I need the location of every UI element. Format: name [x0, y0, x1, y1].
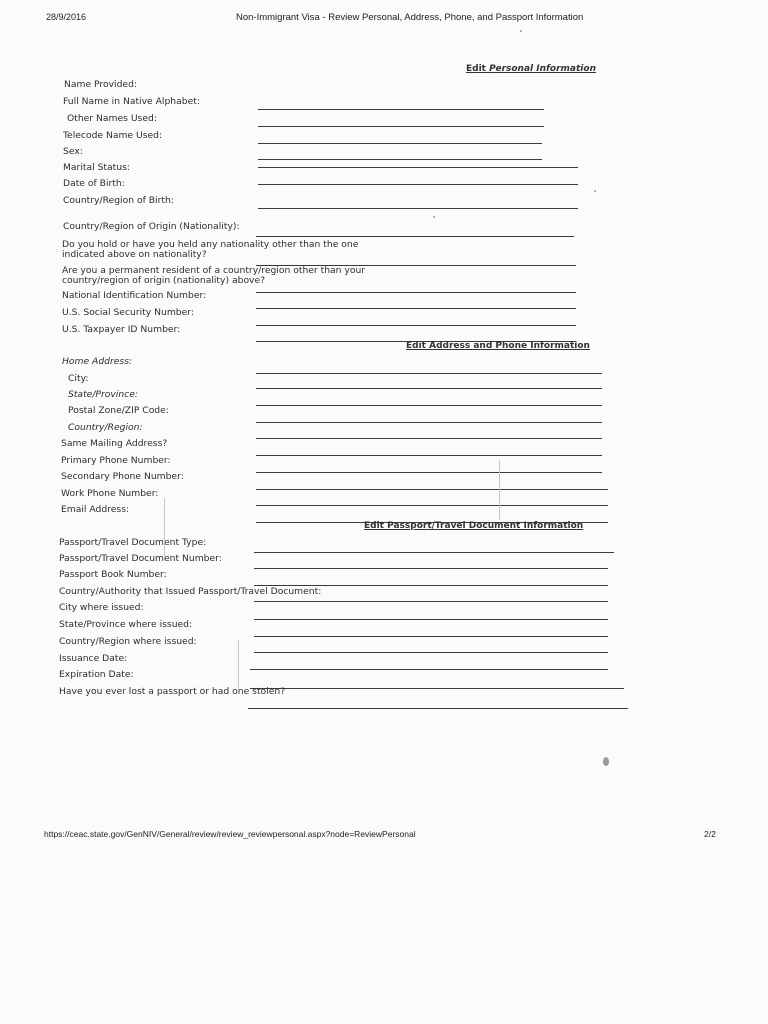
label-full-name-native: Full Name in Native Alphabet: — [63, 96, 200, 107]
footer-page-number: 2/2 — [704, 829, 716, 839]
line-primary-phone — [256, 472, 602, 473]
line-secondary-phone — [256, 489, 608, 490]
line-permanent-resident — [256, 292, 576, 293]
line-same-mailing — [256, 455, 602, 456]
line-national-id — [256, 308, 576, 309]
edit-address-phone-link[interactable]: Edit Address and Phone Information — [406, 341, 590, 351]
line-other-names — [258, 126, 544, 127]
label-doc-number: Passport/Travel Document Number: — [59, 553, 222, 564]
line-doc-type — [254, 552, 614, 553]
print-date: 28/9/2016 — [46, 12, 87, 22]
label-issuance-date: Issuance Date: — [59, 653, 128, 664]
line-marital-status — [258, 167, 578, 168]
edit-personal-prefix: Edit — [466, 64, 490, 74]
line-country-of-origin — [256, 236, 574, 237]
label-email: Email Address: — [61, 504, 130, 515]
line-work-phone — [256, 505, 608, 506]
scan-artifact-line — [238, 640, 239, 690]
label-primary-phone: Primary Phone Number: — [61, 455, 171, 466]
label-sex: Sex: — [63, 146, 83, 157]
label-issuing-authority: Country/Authority that Issued Passport/Travel Document: — [59, 586, 322, 597]
line-date-of-birth — [258, 184, 578, 185]
label-name-provided: Name Provided: — [64, 79, 138, 90]
label-country-of-birth: Country/Region of Birth: — [63, 195, 174, 206]
label-expiration-date: Expiration Date: — [59, 669, 134, 680]
scan-speck — [594, 190, 596, 192]
line-expiration-date — [250, 688, 624, 689]
label-other-names: Other Names Used: — [67, 113, 157, 124]
label-secondary-phone: Secondary Phone Number: — [61, 471, 184, 482]
scan-speck — [433, 216, 435, 218]
label-work-phone: Work Phone Number: — [61, 488, 159, 499]
line-full-name-native — [258, 109, 544, 110]
label-city: City: — [68, 373, 89, 384]
label-country-region: Country/Region: — [68, 422, 143, 433]
label-book-number: Passport Book Number: — [59, 569, 167, 580]
label-country-issued: Country/Region where issued: — [59, 636, 197, 647]
label-date-of-birth: Date of Birth: — [63, 178, 125, 189]
label-state-issued: State/Province where issued: — [59, 619, 193, 630]
label-country-of-origin: Country/Region of Origin (Nationality): — [63, 221, 240, 232]
line-doc-number — [254, 568, 608, 569]
line-telecode-name — [258, 143, 542, 144]
label-home-address: Home Address: — [62, 356, 133, 367]
label-city-issued: City where issued: — [59, 602, 144, 613]
line-city-issued — [254, 619, 608, 620]
label-marital-status: Marital Status: — [63, 162, 130, 173]
line-issuance-date — [250, 669, 608, 670]
line-country-region — [256, 438, 602, 439]
line-home-address — [256, 373, 602, 374]
label-national-id: National Identification Number: — [62, 290, 207, 301]
line-issuing-authority — [254, 601, 608, 602]
line-city — [256, 388, 602, 389]
line-state-issued — [254, 636, 608, 637]
edit-personal-information-link[interactable] — [466, 64, 596, 74]
scan-speck — [520, 30, 522, 32]
label-doc-type: Passport/Travel Document Type: — [59, 537, 207, 548]
edit-passport-document-link[interactable]: Edit Passport/Travel Document Information — [364, 521, 584, 531]
label-taxpayer-id: U.S. Taxpayer ID Number: — [62, 324, 181, 335]
edit-personal-rest: Personal Information — [489, 64, 596, 74]
scan-speck — [603, 757, 609, 766]
line-lost-passport — [248, 708, 628, 709]
line-sex — [258, 159, 542, 160]
line-state-province — [256, 405, 602, 406]
label-telecode-name: Telecode Name Used: — [63, 130, 163, 141]
print-page-title: Non-Immigrant Visa - Review Personal, Address, Phone, and Passport Information — [236, 12, 584, 23]
label-permanent-resident: Are you a permanent resident of a country/region other than your country/region of origin (nationality) above? — [62, 265, 366, 286]
label-lost-passport: Have you ever lost a passport or had one stolen? — [59, 686, 286, 697]
line-country-of-birth — [258, 208, 578, 209]
label-postal-zone: Postal Zone/ZIP Code: — [68, 405, 169, 416]
footer-url: https://ceac.state.gov/GenNIV/General/review/review_reviewpersonal.aspx?node=ReviewPersonal — [44, 829, 416, 839]
label-state-province: State/Province: — [68, 389, 138, 400]
line-country-issued — [254, 652, 608, 653]
label-other-nationality: Do you hold or have you held any nationality other than the one indicated above on nationality? — [62, 239, 359, 260]
scan-artifact-line — [499, 460, 500, 520]
scan-artifact-line — [164, 498, 165, 558]
label-same-mailing: Same Mailing Address? — [61, 438, 168, 449]
line-postal-zone — [256, 422, 602, 423]
label-ssn: U.S. Social Security Number: — [62, 307, 194, 318]
line-ssn — [256, 325, 576, 326]
